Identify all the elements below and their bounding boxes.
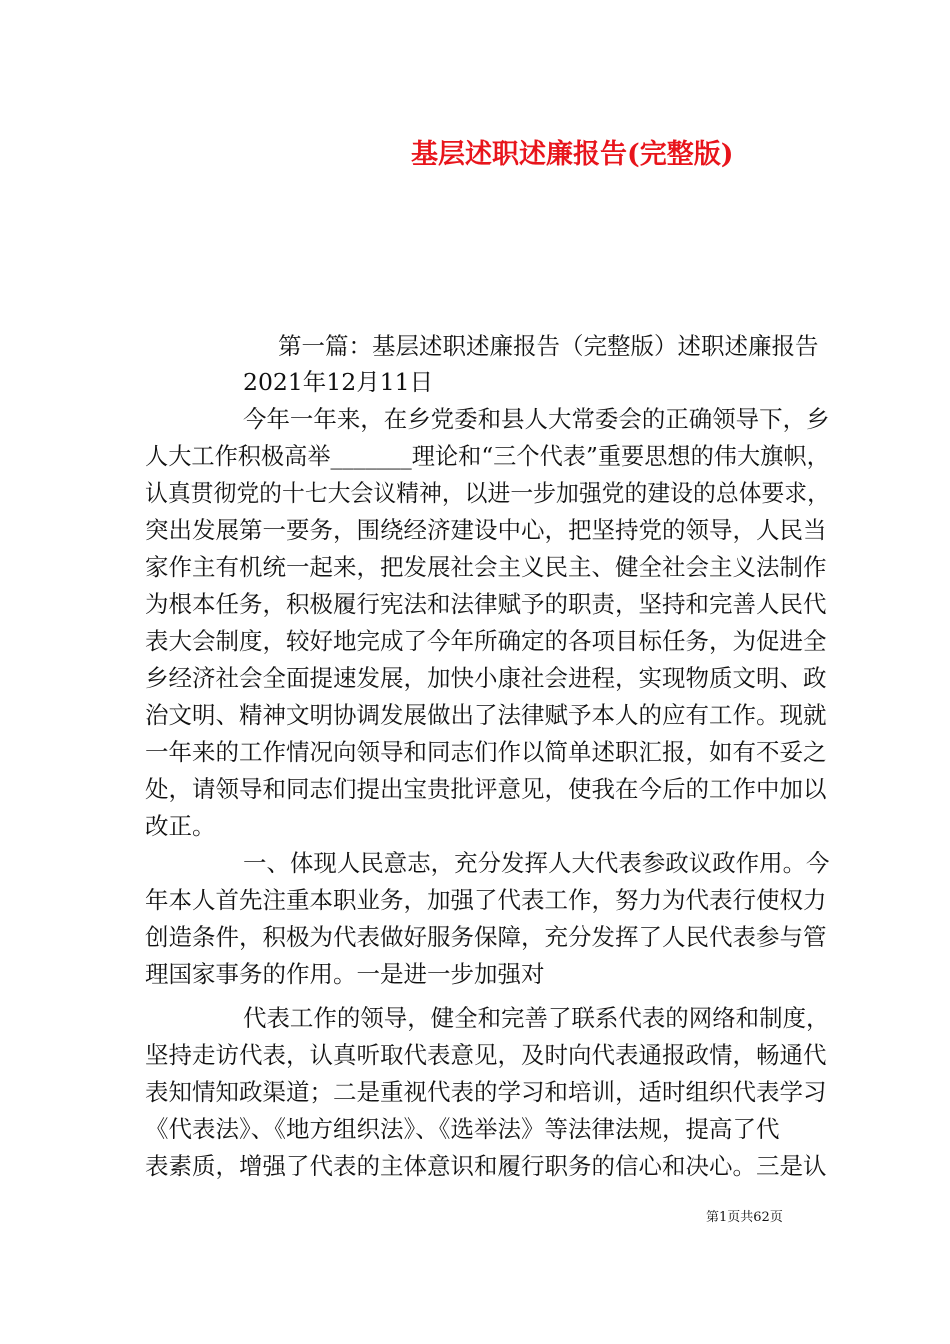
doc-line: 表大会制度，较好地完成了今年所确定的各项目标任务，为促进全 [145, 627, 827, 655]
doc-line: 改正。 [145, 812, 216, 840]
doc-line: 人大工作积极高举_______理论和“三个代表”重要思想的伟大旗帜， [145, 442, 830, 470]
doc-line: 理国家事务的作用。一是进一步加强对 [145, 960, 545, 988]
doc-line: 代表工作的领导，健全和完善了联系代表的网络和制度， [243, 1004, 830, 1032]
doc-line: 第一篇：基层述职述廉报告（完整版）述职述廉报告 [278, 332, 819, 360]
doc-line: 突出发展第一要务，围绕经济建设中心，把坚持党的领导，人民当 [145, 516, 827, 544]
doc-line: 表素质，增强了代表的主体意识和履行职务的信心和决心。三是认 [145, 1152, 827, 1180]
doc-line: 处，请领导和同志们提出宝贵批评意见，使我在今后的工作中加以 [145, 775, 827, 803]
doc-line: 今年一年来，在乡党委和县人大常委会的正确领导下，乡 [243, 405, 830, 433]
doc-line: 治文明、精神文明协调发展做出了法律赋予本人的应有工作。现就 [145, 701, 827, 729]
page-number-footer: 第1页共62页 [706, 1210, 783, 1225]
doc-line: 《代表法》、《地方组织法》、《选举法》等法律法规，提高了代 [145, 1115, 780, 1143]
doc-line: 表知情知政渠道；二是重视代表的学习和培训，适时组织代表学习 [145, 1078, 827, 1106]
doc-line: 家作主有机统一起来，把发展社会主义民主、健全社会主义法制作 [145, 553, 827, 581]
doc-line: 年本人首先注重本职业务，加强了代表工作，努力为代表行使权力 [145, 886, 827, 914]
doc-line: 坚持走访代表，认真听取代表意见，及时向代表通报政情，畅通代 [145, 1041, 827, 1069]
doc-line: 乡经济社会全面提速发展，加快小康社会进程，实现物质文明、政 [145, 664, 827, 692]
doc-line: 认真贯彻党的十七大会议精神，以进一步加强党的建设的总体要求， [145, 479, 830, 507]
document-title: 基层述职述廉报告(完整版) [411, 139, 734, 170]
doc-line: 创造条件，积极为代表做好服务保障，充分发挥了人民代表参与管 [145, 923, 827, 951]
doc-line: 一年来的工作情况向领导和同志们作以简单述职汇报，如有不妥之 [145, 738, 827, 766]
doc-line: 为根本任务，积极履行宪法和法律赋予的职责，坚持和完善人民代 [145, 590, 827, 618]
doc-line: 2021年12月11日 [243, 368, 434, 396]
doc-line: 一、体现人民意志，充分发挥人大代表参政议政作用。今 [243, 849, 830, 877]
